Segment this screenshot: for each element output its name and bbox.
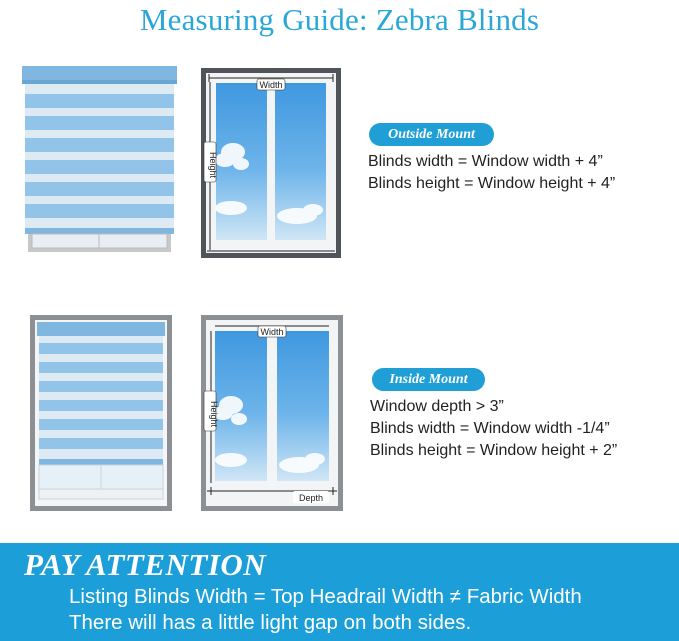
outside-spec-width: Blinds width = Window width + 4” [368,153,603,170]
inside-spec-width: Blinds width = Window width -1/4” [370,420,610,437]
outside-mount-blind-illustration [22,66,177,256]
inside-mount-blind-illustration [30,315,172,511]
outside-mount-specs [368,151,615,195]
page-title: Measuring Guide: Zebra Blinds [139,2,540,37]
inside-height-label: Height [209,400,219,428]
attention-line-gap: There will has a little light gap on both sides. [69,611,472,634]
inside-depth-label: Depth [298,493,324,503]
attention-banner [0,543,679,641]
attention-line-width: Listing Blinds Width = Top Headrail Width ≠ Fabric Width [69,585,582,608]
outside-height-label: Height [208,151,218,179]
inside-spec-height: Blinds height = Window height + 2” [370,442,618,459]
inside-mount-window-diagram [201,315,343,511]
outside-mount-window-diagram [201,68,341,258]
inside-mount-badge: Inside Mount [372,368,485,391]
outside-width-label: Width [259,80,283,90]
inside-width-label: Width [260,327,284,337]
outside-spec-height: Blinds height = Window height + 4” [368,175,616,192]
outside-mount-badge: Outside Mount [369,123,494,146]
inside-spec-depth: Window depth > 3” [370,398,504,415]
inside-mount-specs [370,396,617,462]
attention-title: PAY ATTENTION [24,547,267,582]
